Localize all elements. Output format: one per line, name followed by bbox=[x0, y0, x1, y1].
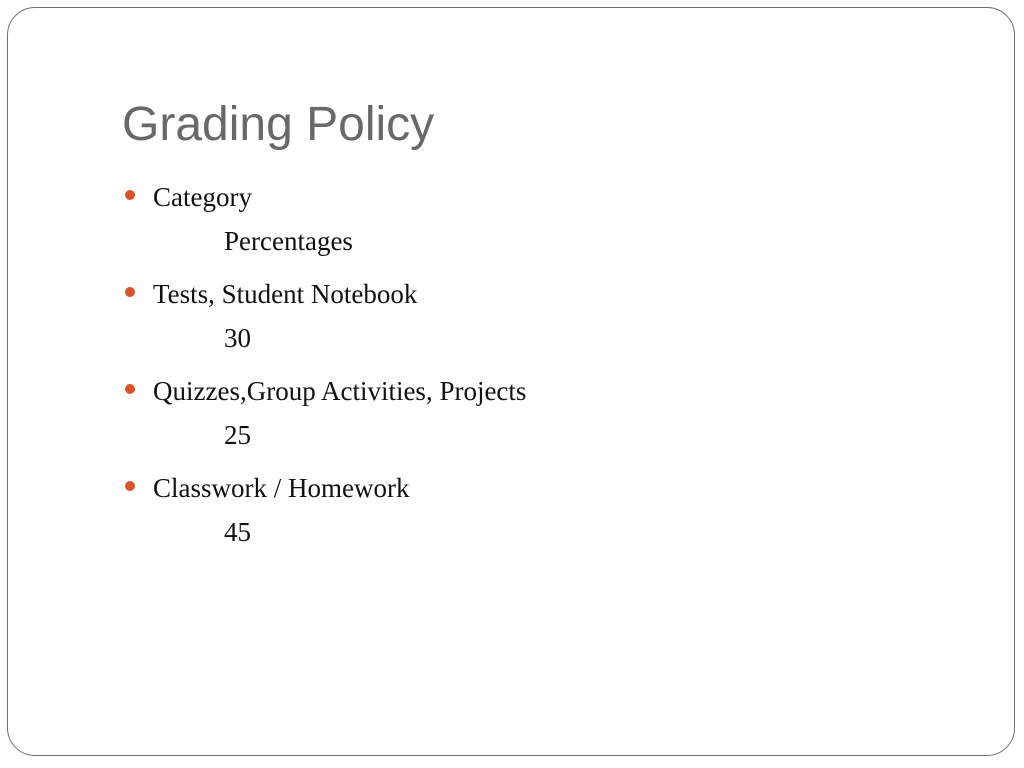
bullet-dot-icon bbox=[125, 481, 135, 491]
bullet-label: Classwork / Homework bbox=[153, 473, 410, 503]
bullet-label: Quizzes,Group Activities, Projects bbox=[153, 376, 527, 406]
bullet-dot-icon bbox=[125, 190, 135, 200]
slide-title: Grading Policy bbox=[122, 98, 435, 151]
bullet-value: 30 bbox=[224, 323, 251, 353]
bullet-item-category bbox=[122, 180, 526, 277]
bullet-label: Tests, Student Notebook bbox=[153, 279, 418, 309]
bullet-item-tests bbox=[122, 277, 526, 374]
bullet-item-classwork bbox=[122, 471, 526, 568]
bullet-value: Percentages bbox=[224, 226, 353, 256]
bullet-label: Category bbox=[153, 182, 252, 212]
bullet-item-quizzes bbox=[122, 374, 526, 471]
bullet-list bbox=[122, 180, 526, 568]
bullet-dot-icon bbox=[125, 384, 135, 394]
slide-frame bbox=[7, 7, 1015, 756]
bullet-value: 45 bbox=[224, 517, 251, 547]
bullet-value: 25 bbox=[224, 420, 251, 450]
bullet-dot-icon bbox=[125, 287, 135, 297]
